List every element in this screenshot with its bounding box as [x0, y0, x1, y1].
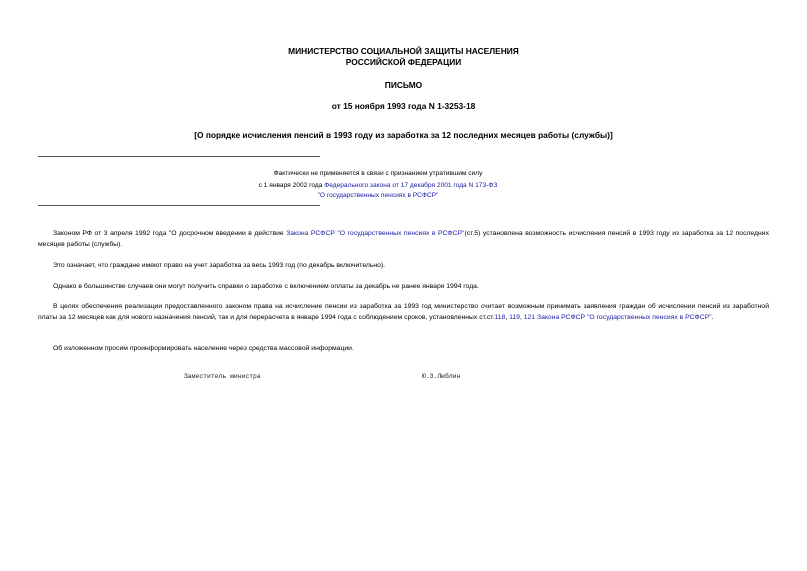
notice-line3 [38, 190, 718, 202]
paragraph-4-text: В целях обеспечения реализации предоставленного законом права на исчисление пенсии из заработка за 1993 год министерство считает возможным принимать заявления граждан об исчислении пенсий из заработной платы за 12 месяцев как для нового назначения пенсий, так и для перерасчета в январе 1994 года с соблюдением сроков, установленных ст.ст. [38, 303, 769, 321]
article-119-link[interactable]: 119 [509, 314, 520, 321]
separator: , [505, 314, 510, 321]
paragraph-2 [38, 260, 769, 271]
paragraph-5-text: Об изложенном просим проинформировать население через средства массовой информации. [53, 345, 354, 352]
paragraph-1-text-b: (ст.5) установлена возможность исчисления пенсий в 1993 году из заработка за 12 последних месяцев работы (службы). [38, 230, 769, 248]
notice-line1: Фактически не применяется в связи с признанием утратившим силу [273, 170, 483, 177]
doc-type: ПИСЬМО [384, 80, 423, 90]
paragraph-3 [38, 281, 769, 292]
divider-bottom [38, 205, 320, 206]
doc-title: [О порядке исчисления пенсий в 1993 году из заработка за 12 последних месяцев работы (службы)] [194, 130, 613, 140]
divider-top [38, 156, 320, 157]
pension-law-title-link[interactable]: "О государственных пенсиях в РСФСР" [317, 192, 439, 199]
org-name-line2: РОССИЙСКОЙ ФЕДЕРАЦИИ [345, 57, 462, 67]
rsfsr-pension-law-link[interactable]: Закона РСФСР "О государственных пенсиях в РСФСР" [286, 230, 465, 237]
paragraph-1 [38, 228, 769, 250]
paragraph-2-text: Это означает, что граждане имеют право на учет заработка за весь 1993 год (по декабрь включительно). [53, 262, 386, 269]
signature-position: Заместитель министра [184, 373, 261, 380]
article-121-link[interactable]: 121 Закона РСФСР "О государственных пенсиях в РСФСР" [523, 314, 712, 321]
paragraph-3-text: Однако в большинстве случаев они могут получить справки о заработке с включением оплаты за декабрь не ранее января 1994 года. [53, 283, 479, 290]
doc-date-number: от 15 ноября 1993 года N 1-3253-18 [331, 101, 476, 111]
org-name-line1: МИНИСТЕРСТВО СОЦИАЛЬНОЙ ЗАЩИТЫ НАСЕЛЕНИЯ [288, 46, 519, 56]
article-118-link[interactable]: 118 [494, 314, 506, 321]
period: . [711, 314, 714, 321]
separator: , [519, 314, 524, 321]
federal-law-link[interactable]: Федерального закона от 17 декабря 2001 года N 173-ФЗ [324, 182, 498, 189]
paragraph-4 [38, 301, 769, 323]
notice-line2-prefix: с 1 января 2002 года [258, 182, 325, 189]
paragraph-1-text-a: Законом РФ от 3 апреля 1992 года "О досрочном введении в действие [53, 230, 287, 237]
paragraph-5 [38, 343, 769, 354]
signature-name: Ю.З.Люблин [422, 373, 461, 380]
